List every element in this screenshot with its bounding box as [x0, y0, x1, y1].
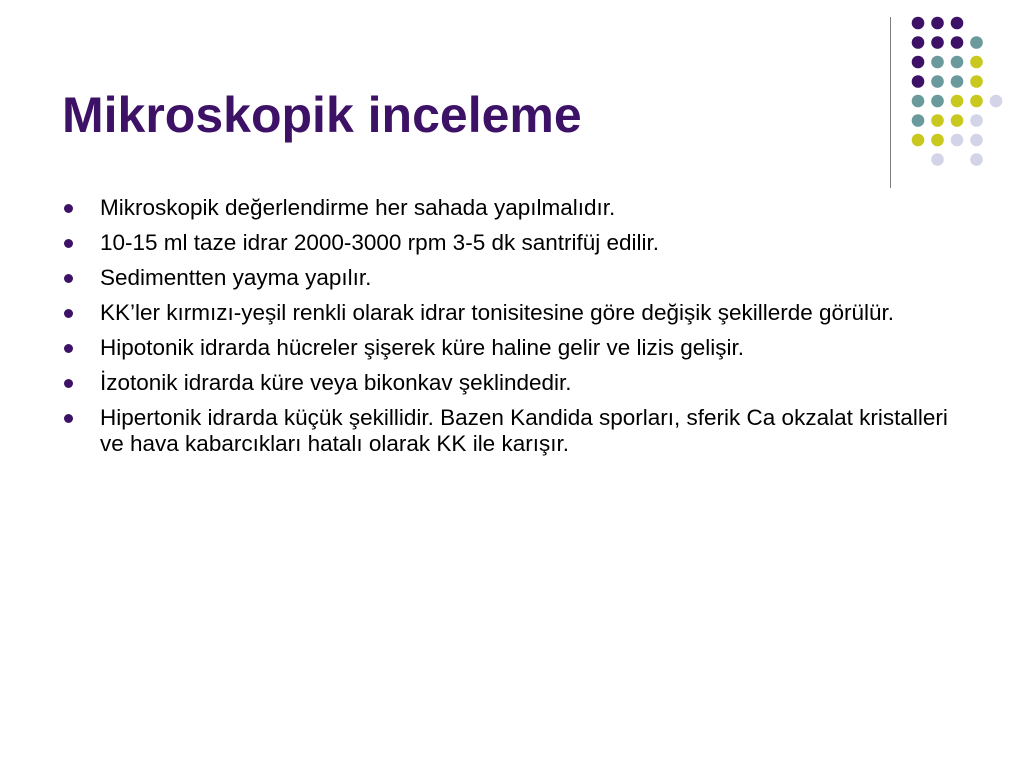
bullet-item	[62, 335, 962, 361]
decorative-dot	[931, 75, 944, 88]
decorative-dot	[931, 56, 944, 69]
slide-title: Mikroskopik inceleme	[62, 87, 582, 143]
decorative-dot	[912, 75, 925, 88]
decorative-divider-line	[890, 17, 891, 188]
bullet-icon	[64, 204, 73, 213]
bullet-text: Hipotonik idrarda hücreler şişerek küre haline gelir ve lizis gelişir.	[100, 335, 745, 360]
decorative-dot	[912, 17, 925, 30]
bullet-text: Mikroskopik değerlendirme her sahada yapılmalıdır.	[100, 195, 616, 220]
bullet-icon	[64, 379, 73, 388]
bullet-text: Hipertonik idrarda küçük şekillidir. Bazen Kandida sporları, sferik Ca okzalat kristalleri ve hava kabarcıkları hatalı olarak KK ile karışır.	[100, 405, 948, 456]
decorative-dot	[970, 134, 983, 147]
decorative-dot	[951, 36, 964, 49]
bullet-item	[62, 265, 962, 291]
decorative-dot	[931, 114, 944, 127]
bullet-icon	[64, 414, 73, 423]
decorative-dot	[970, 56, 983, 69]
bullet-icon	[64, 239, 73, 248]
bullet-list	[62, 195, 962, 466]
decorative-dot	[931, 36, 944, 49]
decorative-dot	[970, 75, 983, 88]
bullet-icon	[64, 309, 73, 318]
bullet-text: KK’ler kırmızı-yeşil renkli olarak idrar tonisitesine göre değişik şekillerde görülür.	[100, 300, 895, 325]
bullet-item	[62, 405, 962, 457]
decorative-dot	[912, 36, 925, 49]
bullet-text: İzotonik idrarda küre veya bikonkav şeklindedir.	[100, 370, 572, 395]
decorative-dot	[912, 134, 925, 147]
decorative-dot	[951, 95, 964, 108]
decorative-dot	[970, 114, 983, 127]
decorative-dot	[931, 17, 944, 30]
decorative-dot	[912, 114, 925, 127]
bullet-item	[62, 370, 962, 396]
bullet-text: Sedimentten yayma yapılır.	[100, 265, 372, 290]
bullet-icon	[64, 344, 73, 353]
decorative-dot	[912, 95, 925, 108]
decorative-dot	[951, 75, 964, 88]
bullet-item	[62, 300, 962, 326]
decorative-dot	[951, 17, 964, 30]
decorative-dot	[951, 134, 964, 147]
decorative-dot	[931, 153, 944, 166]
bullet-item	[62, 195, 962, 221]
bullet-icon	[64, 274, 73, 283]
decorative-dot	[990, 95, 1003, 108]
decorative-dot	[970, 95, 983, 108]
bullet-item	[62, 230, 962, 256]
decorative-dot	[970, 36, 983, 49]
decorative-dot	[951, 56, 964, 69]
decorative-dot	[951, 114, 964, 127]
decorative-dot	[931, 95, 944, 108]
decorative-dot	[912, 56, 925, 69]
bullet-text: 10-15 ml taze idrar 2000-3000 rpm 3-5 dk santrifüj edilir.	[100, 230, 660, 255]
decorative-dot	[931, 134, 944, 147]
decorative-dot	[970, 153, 983, 166]
